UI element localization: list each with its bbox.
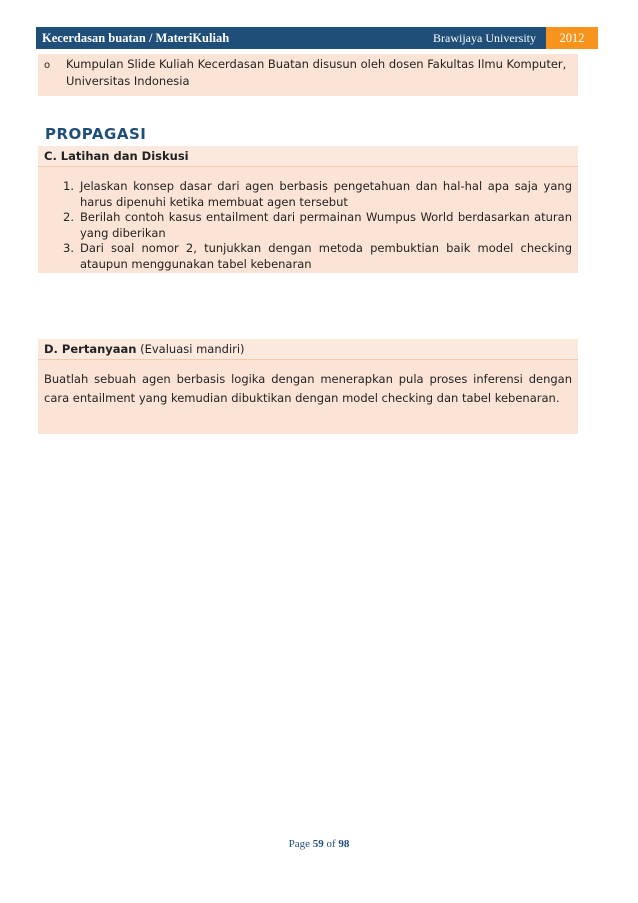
header-year: 2012: [546, 27, 598, 49]
question-subtitle: (Evaluasi mandiri): [136, 342, 245, 356]
header-university: Brawijaya University: [433, 30, 536, 45]
page-footer: [0, 838, 638, 850]
exercise-item: [63, 241, 572, 272]
footer-prefix: Page: [288, 838, 313, 850]
footer-page-number: 59: [312, 838, 324, 850]
header-title: Kecerdasan buatan / MateriKuliah: [42, 30, 230, 45]
question-box: [38, 339, 578, 434]
bullet-marker: o: [44, 60, 51, 71]
footer-middle: of: [323, 838, 339, 850]
reference-box: [38, 54, 578, 96]
section-heading: PROPAGASI: [45, 125, 147, 143]
question-title: D. Pertanyaan: [44, 342, 137, 356]
reference-text: Kumpulan Slide Kuliah Kecerdasan Buatan disusun oleh dosen Fakultas Ilmu Komputer, Universitas Indonesia: [66, 57, 567, 88]
exercise-number: 2.: [63, 210, 74, 224]
exercise-box: [38, 146, 578, 273]
question-title-bar: [38, 339, 578, 360]
page-header: [36, 27, 598, 49]
exercise-list: [38, 167, 578, 272]
question-text: Buatlah sebuah agen berbasis logika dengan menerapkan pula proses inferensi dengan cara entailment yang kemudian dibuktikan dengan model checking dan tabel kebenaran.: [44, 372, 572, 405]
exercise-item: [63, 210, 572, 241]
exercise-text: Berilah contoh kasus entailment dari permainan Wumpus World berdasarkan aturan yang diberikan: [80, 210, 572, 240]
exercise-number: 1.: [63, 179, 74, 193]
exercise-text: Jelaskan konsep dasar dari agen berbasis pengetahuan dan hal-hal apa saja yang harus dipenuhi ketika membuat agen tersebut: [80, 179, 572, 209]
header-bar: [36, 27, 546, 49]
exercise-text: Dari soal nomor 2, tunjukkan dengan metoda pembuktian baik model checking ataupun menggunakan tabel kebenaran: [80, 241, 572, 271]
exercise-number: 3.: [63, 241, 74, 255]
exercise-item: [63, 179, 572, 210]
exercise-title: C. Latihan dan Diskusi: [38, 146, 578, 167]
footer-total-pages: 98: [338, 838, 350, 850]
